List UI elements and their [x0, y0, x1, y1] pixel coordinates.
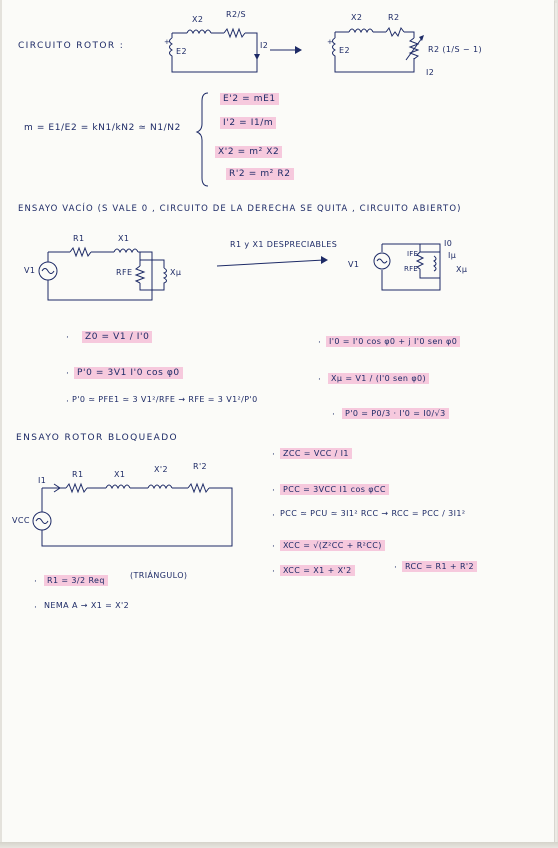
vacio-right-imu-label: Iμ: [448, 251, 457, 260]
rotor-i2-label: I2: [260, 41, 269, 50]
bloq-triangulo: (TRIÁNGULO): [130, 571, 188, 580]
brace-item-1: E'2 = mE1: [220, 93, 279, 105]
vacio-arrow-note: R1 y X1 DESPRECIABLES: [230, 240, 338, 249]
bloqueado-r2-label: R'2: [193, 462, 208, 471]
vacio-bullet-5: ·: [318, 375, 322, 385]
vacio-formula-p0: P'0 = 3V1 I'0 cos φ0: [74, 367, 183, 379]
vacio-right-xmu-label: Xμ: [456, 265, 468, 274]
bloq-bullet-2: ·: [272, 486, 276, 496]
bloq-bullet-1: ·: [272, 450, 276, 460]
vacio-bullet-6: ·: [332, 410, 336, 420]
bloq-bullet-7: ·: [34, 577, 38, 587]
bloqueado-i1-label: I1: [38, 476, 47, 485]
brace-item-4: R'2 = m² R2: [226, 168, 294, 180]
page-edge: [0, 842, 558, 848]
vacio-x1-label: X1: [118, 234, 130, 243]
bloq-formula-rcc: PCC ≃ PCU ≃ 3I1² RCC → RCC = PCC / 3I1²: [280, 509, 466, 518]
vacio-bullet-2: ·: [66, 369, 70, 379]
brace-item-3: X'2 = m² X2: [215, 146, 282, 158]
bloq-formula-rcc-sum: RCC = R1 + R'2: [402, 561, 477, 572]
vacio-v1-label: V1: [24, 266, 36, 275]
vacio-right-rfe-label: RFE: [404, 265, 418, 273]
bloqueado-r1-label: R1: [72, 470, 84, 479]
bloq-bullet-6: ·: [394, 563, 398, 573]
rotor-r2s-label: R2/S: [226, 10, 247, 19]
vacio-formula-rfe: P'0 ≃ PFE1 ≃ 3 V1²/RFE → RFE = 3 V1²/P'0: [72, 395, 258, 404]
vacio-bullet-3: ·: [66, 397, 70, 407]
vacio-formula-p0-split: P'0 = P0/3 · I'0 = I0/√3: [342, 408, 449, 419]
vacio-formula-z0: Z0 = V1 / I'0: [82, 331, 152, 343]
bloq-bullet-3: ·: [272, 511, 276, 521]
bloq-bullet-8: ·: [34, 603, 38, 613]
rotor-right-e2-label: E2: [339, 46, 350, 55]
notebook-page: [2, 0, 554, 842]
vacio-formula-i0: I'0 = I'0 cos φ0 + j I'0 sen φ0: [326, 336, 460, 347]
vacio-heading: ENSAYO VACÍO (S VALE 0 , CIRCUITO DE LA DERECHA SE QUITA , CIRCUITO ABIERTO): [18, 204, 462, 214]
vacio-bullet-4: ·: [318, 338, 322, 348]
vacio-right-ife-label: IFE: [407, 250, 419, 258]
bloq-formula-xcc-root: XCC = √(Z²CC + R²CC): [280, 540, 385, 551]
rotor-plus-label: +: [164, 38, 171, 46]
rotor-right-plus-label: +: [327, 38, 334, 46]
vacio-rfe-label: RFE: [116, 268, 133, 277]
bloq-formula-zcc: ZCC = VCC / I1: [280, 448, 352, 459]
bloqueado-x1-label: X1: [114, 470, 126, 479]
bloq-bullet-5: ·: [272, 567, 276, 577]
vacio-xmu-label: Xμ: [170, 268, 182, 277]
vacio-formula-xmu: Xμ = V1 / (I'0 sen φ0): [328, 373, 429, 384]
vacio-right-io-label: I0: [444, 239, 453, 248]
bloqueado-circuit: [2, 0, 558, 848]
bloq-formula-pcc: PCC = 3VCC I1 cos φCC: [280, 484, 389, 495]
bloqueado-x2-label: X'2: [154, 465, 168, 474]
vacio-r1-label: R1: [73, 234, 85, 243]
rotor-right-i2-label: I2: [426, 68, 435, 77]
brace-item-2: I'2 = I1/m: [220, 117, 276, 129]
vacio-right-v1-label: V1: [348, 260, 360, 269]
rotor-right-load-label: R2 (1/S − 1): [428, 45, 482, 54]
bloq-bullet-4: ·: [272, 542, 276, 552]
rotor-heading: CIRCUITO ROTOR :: [18, 41, 125, 51]
vacio-bullet-1: ·: [66, 333, 70, 343]
turns-ratio-formula: m = E1/E2 = kN1/kN2 ≃ N1/N2: [24, 123, 181, 133]
bloq-formula-xcc-sum: XCC = X1 + X'2: [280, 565, 355, 576]
bloqueado-vcc-label: VCC: [12, 516, 30, 525]
rotor-right-x2-label: X2: [351, 13, 363, 22]
rotor-x2-label: X2: [192, 15, 204, 24]
bloqueado-heading: ENSAYO ROTOR BLOQUEADO: [16, 433, 179, 443]
rotor-right-r2-label: R2: [388, 13, 400, 22]
bloq-formula-nema: NEMA A → X1 = X'2: [44, 601, 130, 610]
rotor-e2-label: E2: [176, 47, 187, 56]
bloq-formula-r1: R1 = 3/2 Req: [44, 575, 108, 586]
